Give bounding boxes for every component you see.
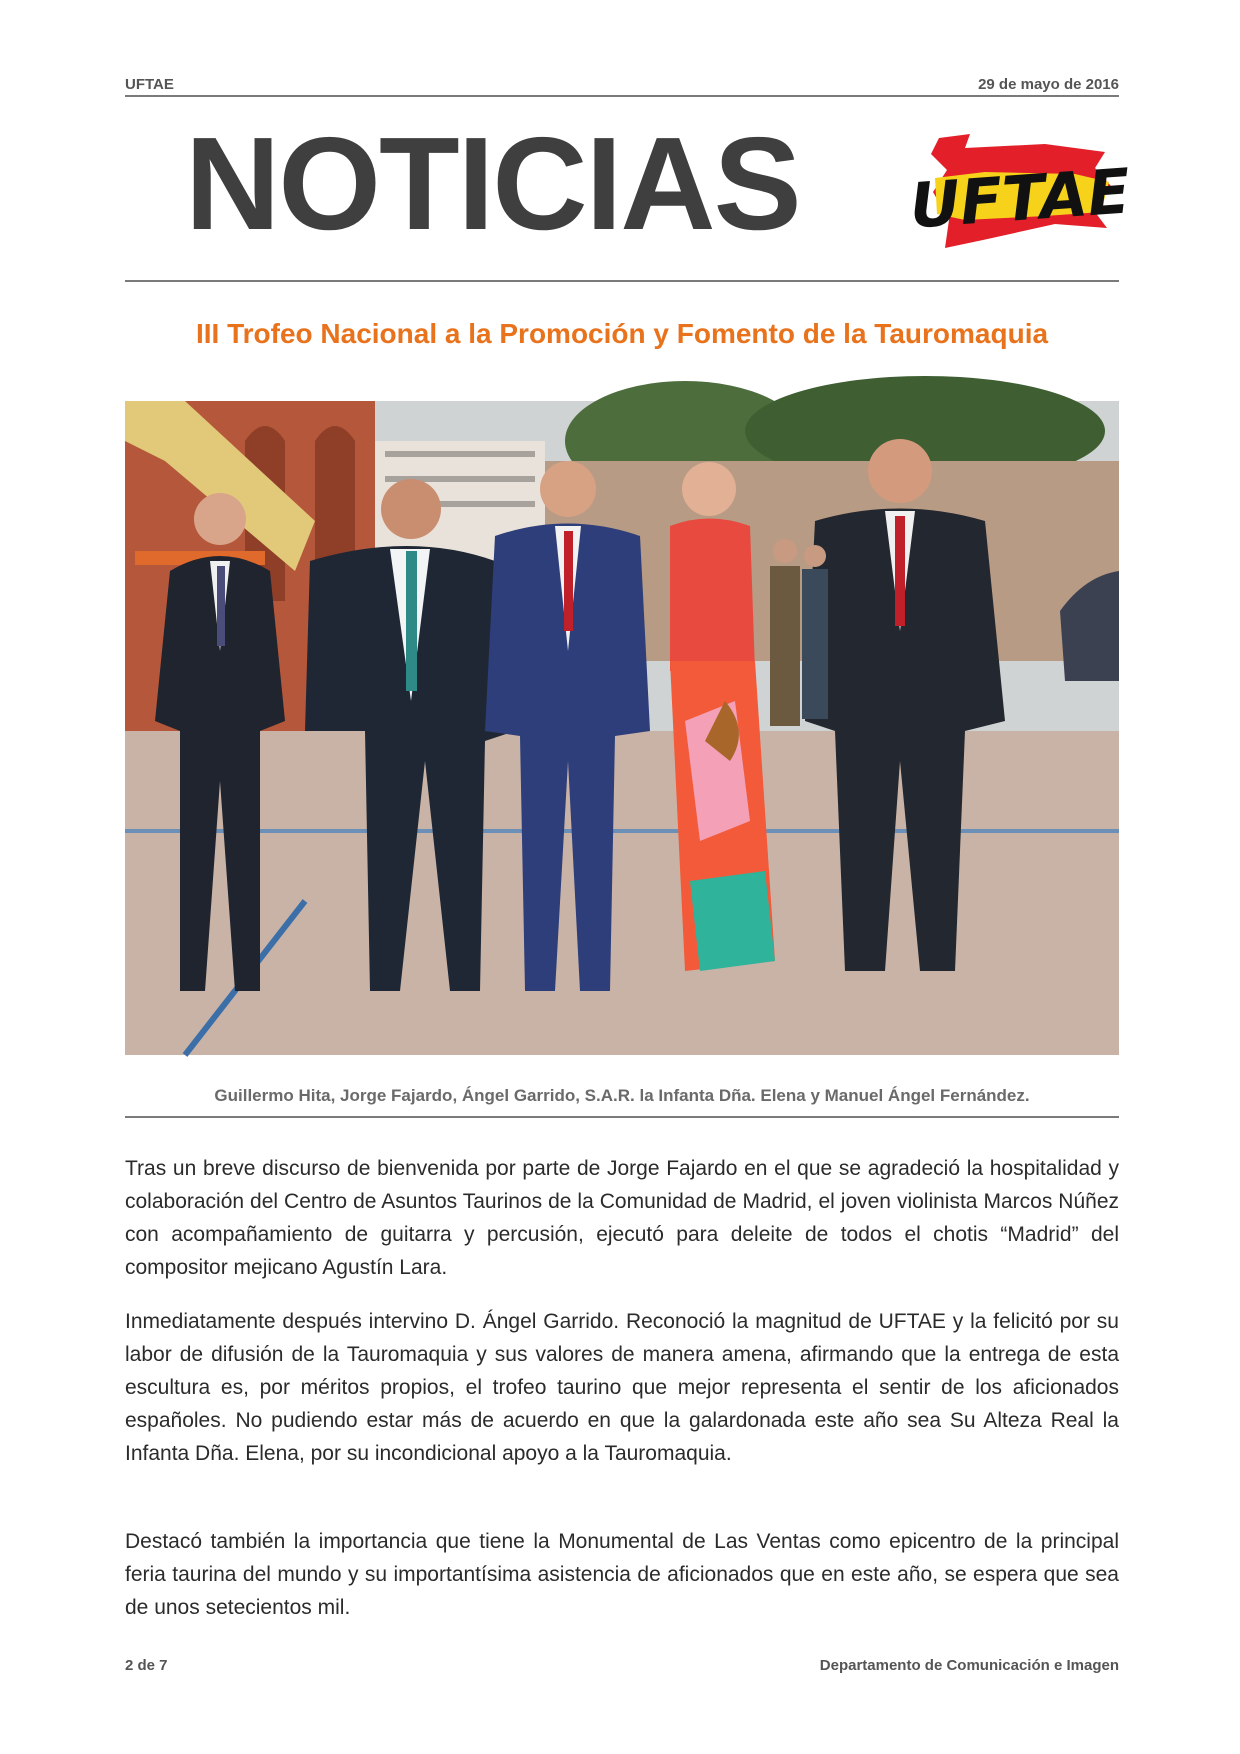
page-number: 2 de 7 xyxy=(125,1657,168,1674)
masthead-title: NOTICIAS xyxy=(185,110,800,257)
header-org: UFTAE xyxy=(125,76,174,93)
header-rule xyxy=(125,95,1119,97)
masthead-rule xyxy=(125,280,1119,282)
paragraph-3: Destacó también la importancia que tiene la Monumental de Las Ventas como epicentro de la principal feria taurina del mundo y su importantísima asistencia de aficionados que en este año, se espera que sea de unos setecientos mil. xyxy=(125,1530,1119,1619)
footer-department: Departamento de Comunicación e Imagen xyxy=(819,1657,1119,1674)
paragraph-2: Inmediatamente después intervino D. Ángel Garrido. Reconoció la magnitud de UFTAE y la felicitó por su labor de difusión de la Tauromaquia y sus valores de manera amena, afirmando que la entrega de esta escultura es, por méritos propios, el trofeo taurino que mejor representa el sentir de los aficionados españoles. No pudiendo estar más de acuerdo en que la galardonada este año sea Su Alteza Real la Infanta Dña. Elena, por su incondicional apoyo a la Tauromaquia. xyxy=(125,1310,1119,1465)
logo-text: UFTAE xyxy=(907,154,1133,243)
paragraph-1: Tras un breve discurso de bienvenida por parte de Jorge Fajardo en el que se agradeció la hospitalidad y colaboración del Centro de Asuntos Taurinos de la Comunidad de Madrid, el joven violinista Marcos Núñez con acompañamiento de guitarra y percusión, ejecutó para deleite de todos el chotis “Madrid” del compositor mejicano Agustín Lara. xyxy=(125,1157,1119,1279)
header-date: 29 de mayo de 2016 xyxy=(978,76,1119,93)
caption-rule xyxy=(125,1116,1119,1118)
group-photo xyxy=(125,401,1119,1055)
uftae-logo xyxy=(907,130,1133,250)
photo-caption: Guillermo Hita, Jorge Fajardo, Ángel Garrido, S.A.R. la Infanta Dña. Elena y Manuel Ángel Fernández. xyxy=(214,1086,1030,1105)
article-headline: III Trofeo Nacional a la Promoción y Fomento de la Tauromaquia xyxy=(195,318,1049,349)
